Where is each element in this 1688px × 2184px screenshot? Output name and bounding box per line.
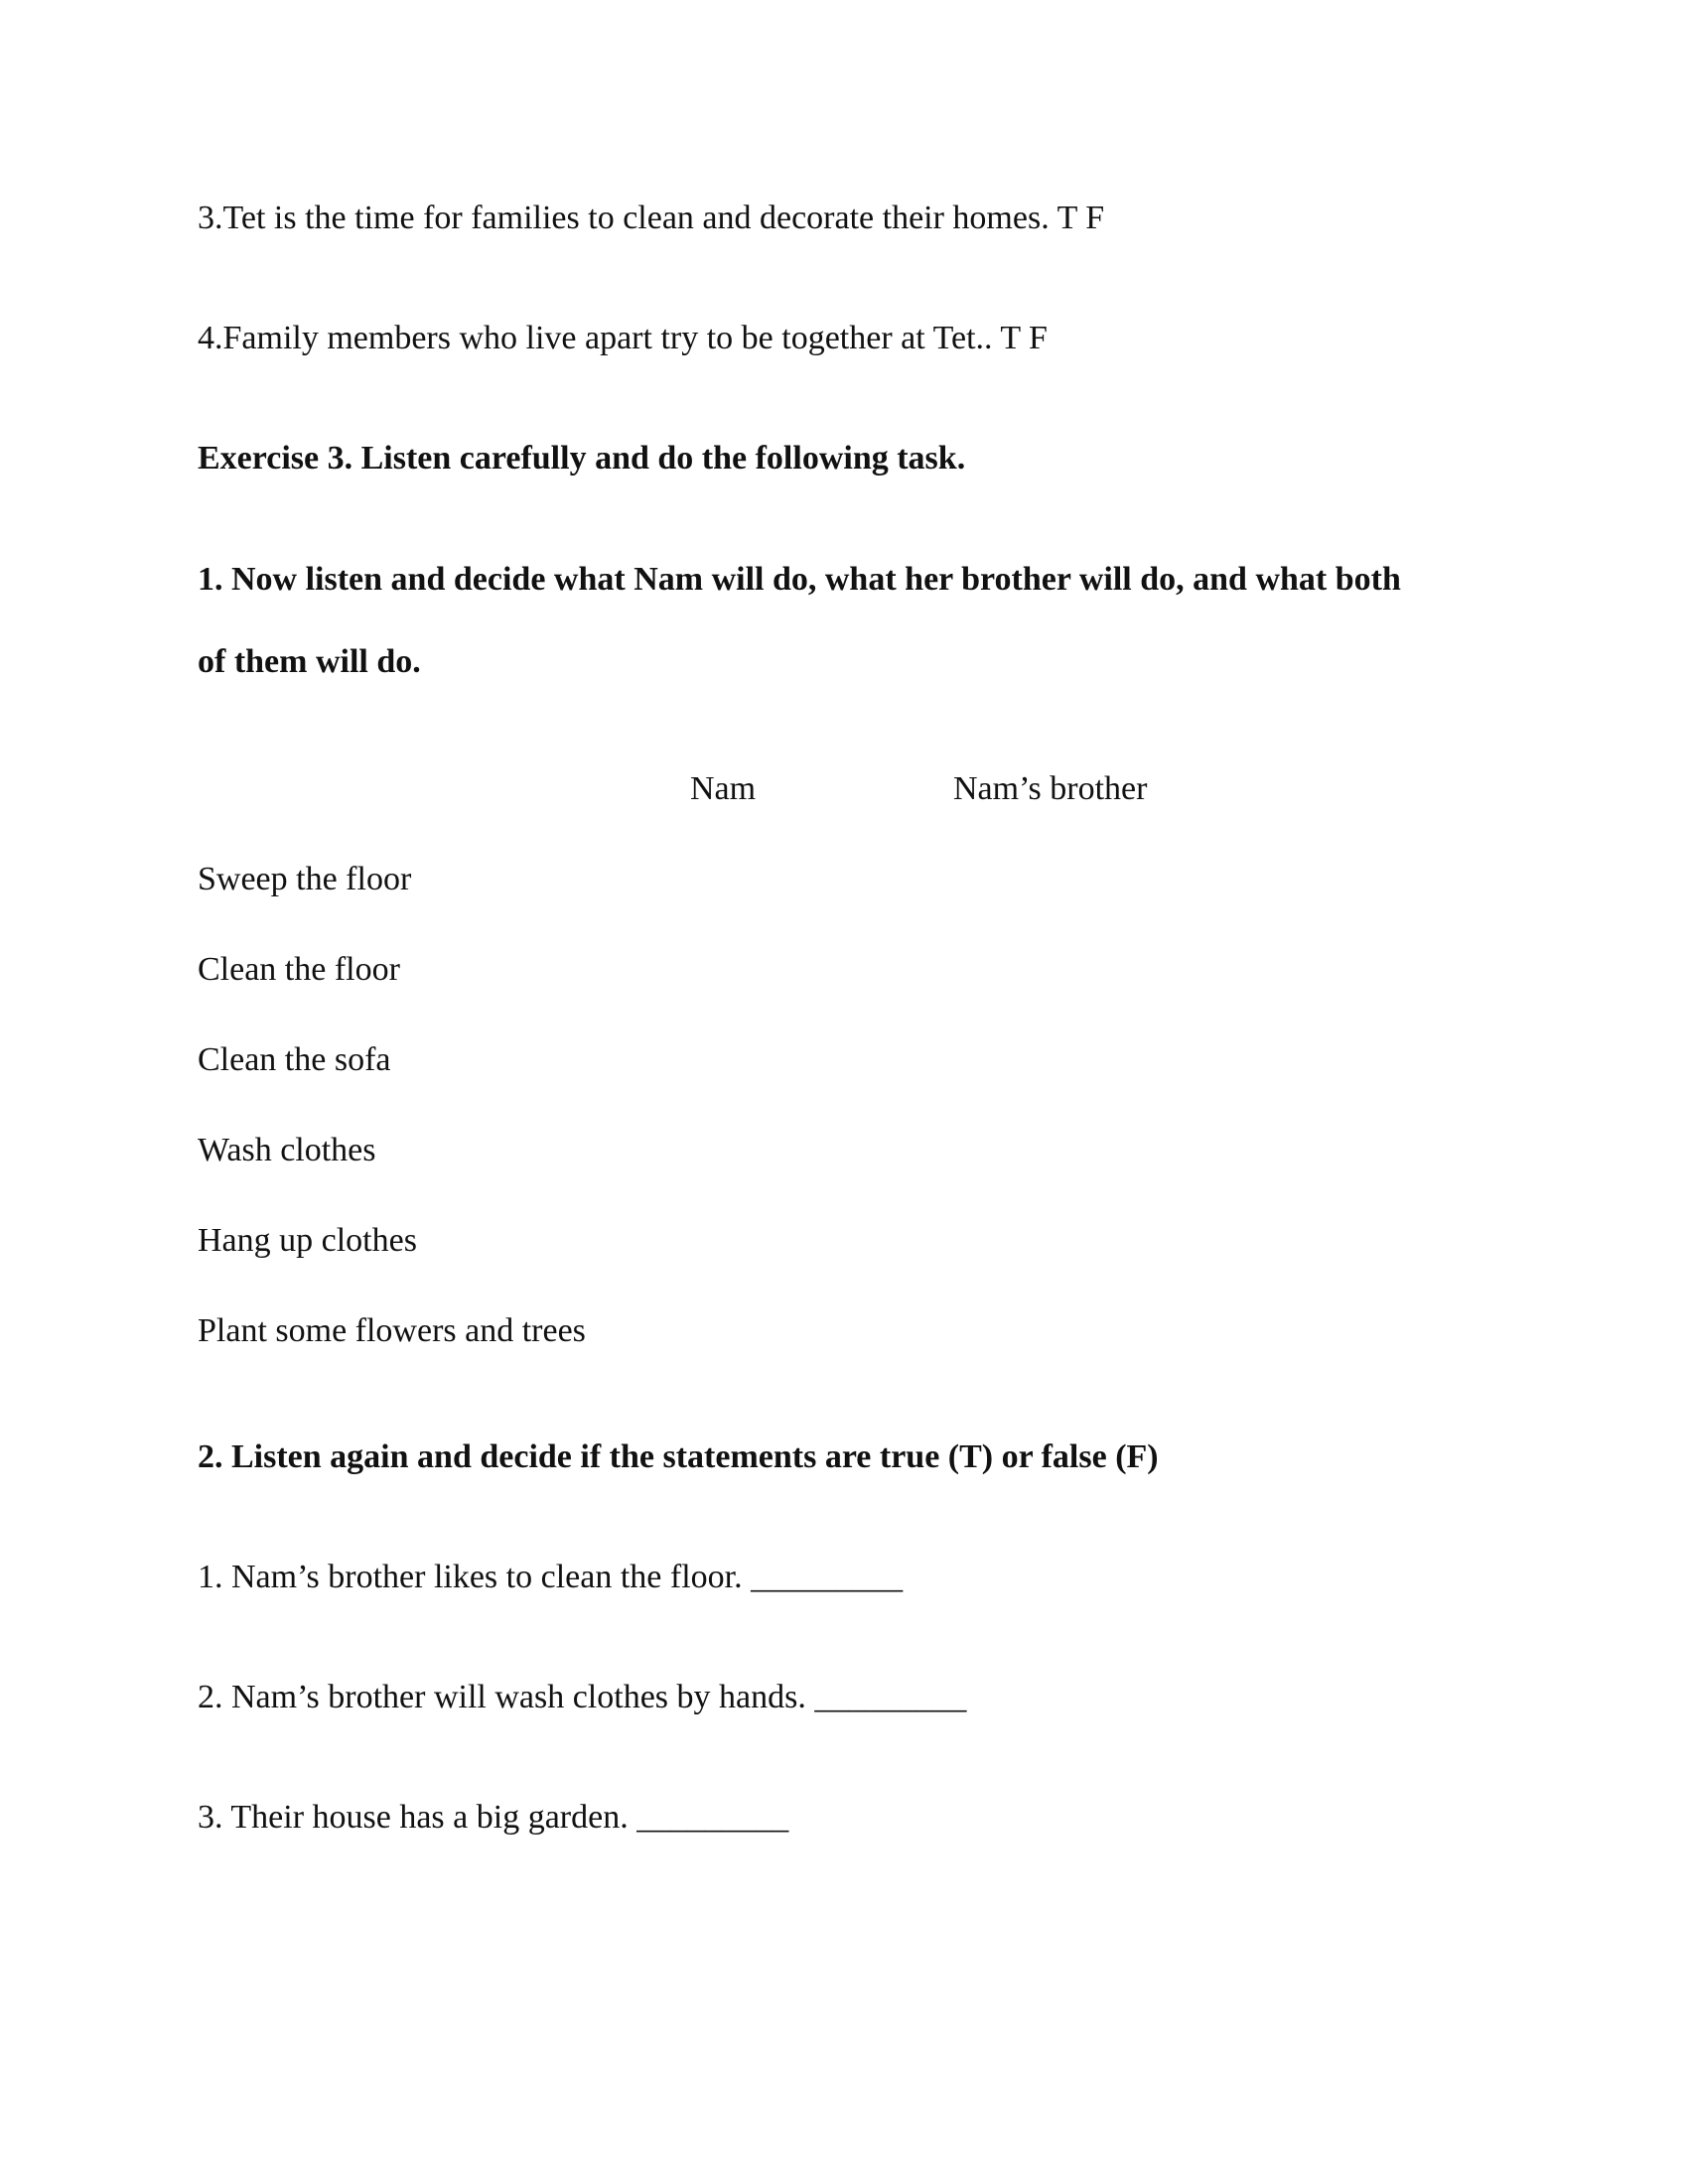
task-row-plant-flowers-trees: Plant some flowers and trees [198, 1312, 586, 1349]
task-2-instruction: 2. Listen again and decide if the statements are true (T) or false (F) [198, 1438, 1159, 1475]
statement-4-tf: 4.Family members who live apart try to be together at Tet.. T F [198, 320, 1048, 356]
task-row-sweep-floor: Sweep the floor [198, 861, 412, 897]
task-row-hang-up-clothes: Hang up clothes [198, 1222, 417, 1259]
true-false-statement-1: 1. Nam’s brother likes to clean the floor. _________ [198, 1559, 904, 1595]
task-row-clean-sofa: Clean the sofa [198, 1041, 391, 1078]
column-header-nam: Nam [690, 770, 757, 807]
true-false-statement-2: 2. Nam’s brother will wash clothes by hands. _________ [198, 1679, 967, 1715]
task-1-instruction-line-1: 1. Now listen and decide what Nam will do, what her brother will do, and what both [198, 561, 1401, 598]
exercise-3-heading: Exercise 3. Listen carefully and do the following task. [198, 440, 966, 477]
column-header-nams-brother: Nam’s brother [953, 770, 1148, 807]
true-false-statement-3: 3. Their house has a big garden. _________ [198, 1799, 789, 1836]
statement-3-tf: 3.Tet is the time for families to clean and decorate their homes. T F [198, 200, 1105, 236]
task-1-instruction-line-2: of them will do. [198, 643, 421, 680]
task-row-wash-clothes: Wash clothes [198, 1132, 376, 1168]
task-row-clean-floor: Clean the floor [198, 951, 400, 988]
